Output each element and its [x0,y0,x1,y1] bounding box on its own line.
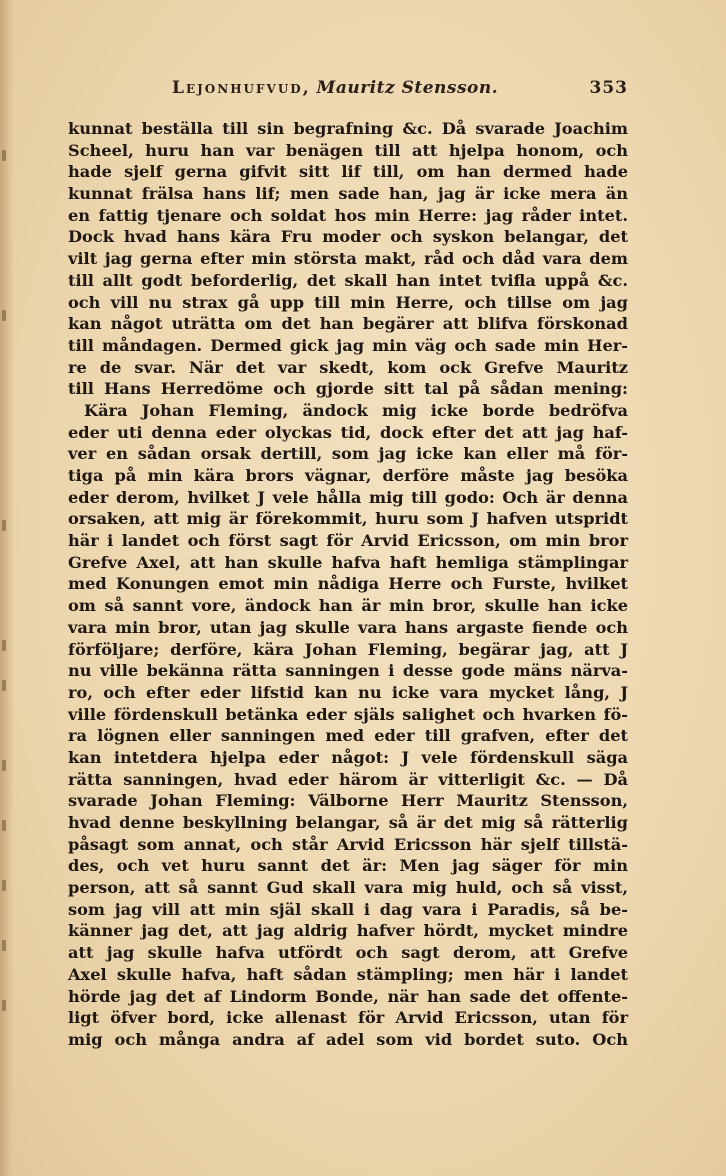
margin-mark [2,760,6,771]
margin-mark [2,940,6,951]
text-line: Axel skulle hafva, haft sådan stämpling; men här i landet [68,964,628,984]
text-line: hvad denne beskyllning belangar, så är det mig så rätterlig [68,813,628,832]
text-line: orsaken, att mig är förekommit, huru som J hafven utspridt [68,509,628,529]
text-line: och vill nu strax gå upp till min Herre, och tillse om jag [68,292,628,312]
margin-mark [2,310,6,321]
text-line: hade sjelf gerna gifvit sitt lif till, om han dermed hade [68,162,628,182]
text-line: tiga på min kära brors vägnar, derföre måste jag besöka [68,466,628,485]
text-line: vara min bror, utan jag skulle vara hans argaste fiende och [68,617,628,637]
text-line: ver en sådan orsak dertill, som jag icke kan eller må för- [68,444,628,464]
text-line: till Hans Herredöme och gjorde sitt tal på sådan mening: [68,379,628,399]
margin-mark [2,820,6,831]
text-line: des, och vet huru sannt det är: Men jag säger för min [68,856,628,876]
text-line: hörde jag det af Lindorm Bonde, när han sade det offente- [68,986,628,1006]
text-line: ville fördenskull betänka eder själs salighet och hvarken fö- [68,704,628,724]
text-line: att jag skulle hafva utfördt och sagt derom, att Grefve [68,943,628,963]
text-line: eder uti denna eder olyckas tid, dock efter det att jag haf- [68,422,628,442]
header-given-name: Mauritz Stensson. [316,78,499,98]
text-line: förföljare; derföre, kära Johan Fleming, begärar jag, att J [68,639,628,659]
text-line: kan intetdera hjelpa eder något: J vele fördenskull säga [68,747,628,767]
running-header [68,78,628,106]
text-line: mig och många andra af adel som vid bordet suto. Och [68,1029,628,1049]
text-line: påsagt som annat, och står Arvid Ericsson här sjelf tillstä- [68,834,628,854]
margin-mark [2,640,6,651]
text-line: re de svar. När det var skedt, kom ock Grefve Mauritz [68,357,628,377]
margin-mark [2,1000,6,1011]
running-title [172,78,498,98]
text-line: ro, och efter eder lifstid kan nu icke vara mycket lång, J [68,682,628,702]
text-line: här i landet och först sagt för Arvid Ericsson, om min bror [68,531,628,551]
text-line: till allt godt beforderlig, det skall han intet tvifla uppå &c. [68,270,628,290]
text-line: Kära Johan Fleming, ändock mig icke borde bedröfva [84,400,628,420]
margin-mark [2,150,6,161]
text-line: om så sannt vore, ändock han är min bror, skulle han icke [68,596,628,616]
text-line: vilt jag gerna efter min största makt, råd och dåd vara dem [68,249,628,269]
text-line: Scheel, huru han var benägen till att hjelpa honom, och [68,140,628,160]
text-line: nu ville bekänna rätta sanningen i desse gode mäns närva- [68,661,628,681]
page-number: 353 [589,78,628,98]
text-line: kan något uträtta om det han begärer att blifva förskonad [68,314,628,334]
text-line: känner jag det, att jag aldrig hafver hördt, mycket mindre [68,921,628,941]
text-line: ligt öfver bord, icke allenast för Arvid Ericsson, utan för [68,1008,628,1028]
margin-mark [2,680,6,691]
text-line: Dock hvad hans kära Fru moder och syskon belangar, det [68,227,628,247]
text-line: eder derom, hvilket J vele hålla mig till godo: Och är denna [68,487,628,507]
text-line: svarade Johan Fleming: Välborne Herr Mauritz Stensson, [68,791,628,811]
text-line: ra lögnen eller sanningen med eder till grafven, efter det [68,726,628,746]
header-surname: Lejonhufvud, [172,78,311,98]
margin-mark [2,520,6,531]
text-line: rätta sanningen, hvad eder härom är vitterligit &c. — Då [68,769,628,789]
text-line: med Konungen emot min nådiga Herre och Furste, hvilket [68,574,628,594]
text-line: kunnat beställa till sin begrafning &c. Då svarade Joachim [68,119,628,138]
text-line: kunnat frälsa hans lif; men sade han, jag är icke mera än [68,184,628,204]
text-line: Grefve Axel, att han skulle hafva haft hemliga stämplingar [68,552,628,572]
text-line: person, att så sannt Gud skall vara mig huld, och så visst, [68,878,628,898]
margin-mark [2,880,6,891]
text-line: som jag vill att min själ skall i dag vara i Paradis, så be- [68,899,628,919]
body-text [68,118,628,1051]
margin-marks [0,120,20,1060]
text-line: till måndagen. Dermed gick jag min väg och sade min Her- [68,335,628,355]
text-line: en fattig tjenare och soldat hos min Herre: jag råder intet. [68,205,628,225]
